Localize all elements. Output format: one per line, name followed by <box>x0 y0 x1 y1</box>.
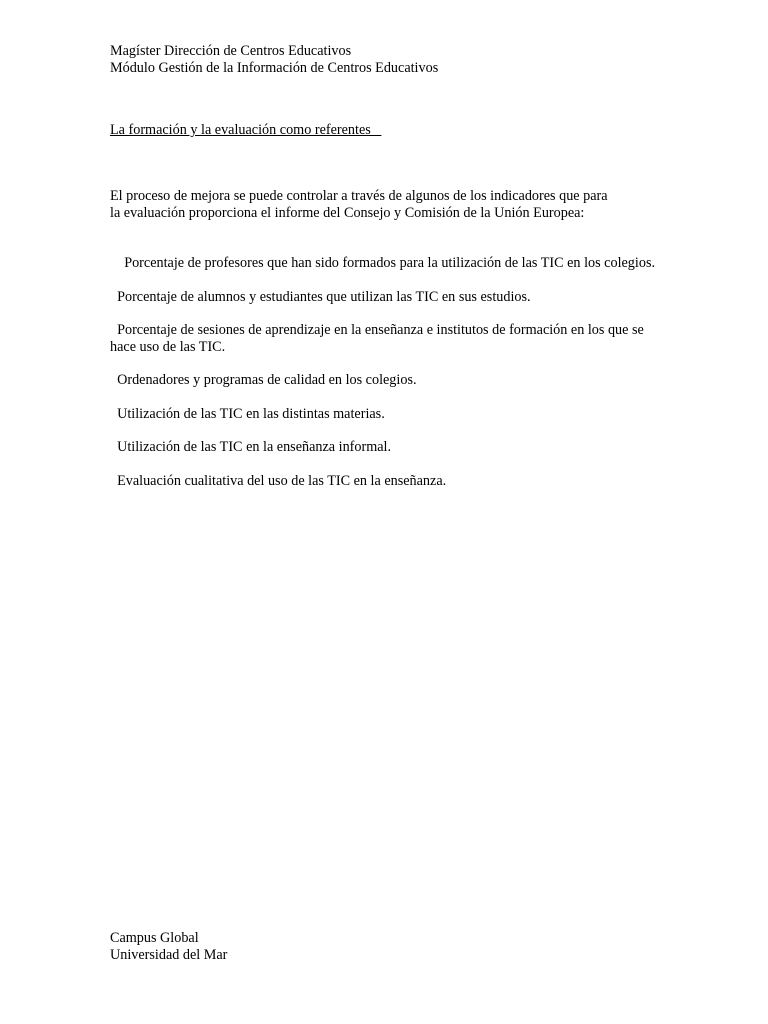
indicator-item: Utilización de las TIC en las distintas materias. <box>110 405 385 422</box>
intro-paragraph <box>110 188 666 221</box>
indicator-item: Utilización de las TIC en la enseñanza informal. <box>110 439 392 455</box>
indicator-item: Evaluación cualitativa del uso de las TIC en la enseñanza. <box>110 472 447 489</box>
footer-university: Universidad del Mar <box>110 946 228 963</box>
header-program-name: Magíster Dirección de Centros Educativos <box>110 43 352 59</box>
indicator-item: Porcentaje de profesores que han sido formados para la utilización de las TIC en los colegios. <box>110 255 656 271</box>
intro-line: la evaluación proporciona el informe del Consejo y Comisión de la Unión Europea: <box>110 204 585 221</box>
document-footer <box>110 930 410 963</box>
footer-campus: Campus Global <box>110 930 199 946</box>
intro-line: El proceso de mejora se puede controlar a través de algunos de los indicadores que para <box>110 188 608 204</box>
document-header <box>110 43 670 76</box>
indicator-list <box>110 255 666 506</box>
indicator-item: Porcentaje de alumnos y estudiantes que utilizan las TIC en sus estudios. <box>110 288 531 305</box>
indicator-item: Ordenadores y programas de calidad en los colegios. <box>110 372 417 388</box>
header-module-name: Módulo Gestión de la Información de Centros Educativos <box>110 59 439 76</box>
indicator-item: Porcentaje de sesiones de aprendizaje en la enseñanza e institutos de formación en los que se hace uso de las TIC. <box>110 322 648 355</box>
section-title: La formación y la evaluación como referentes <box>110 122 382 138</box>
